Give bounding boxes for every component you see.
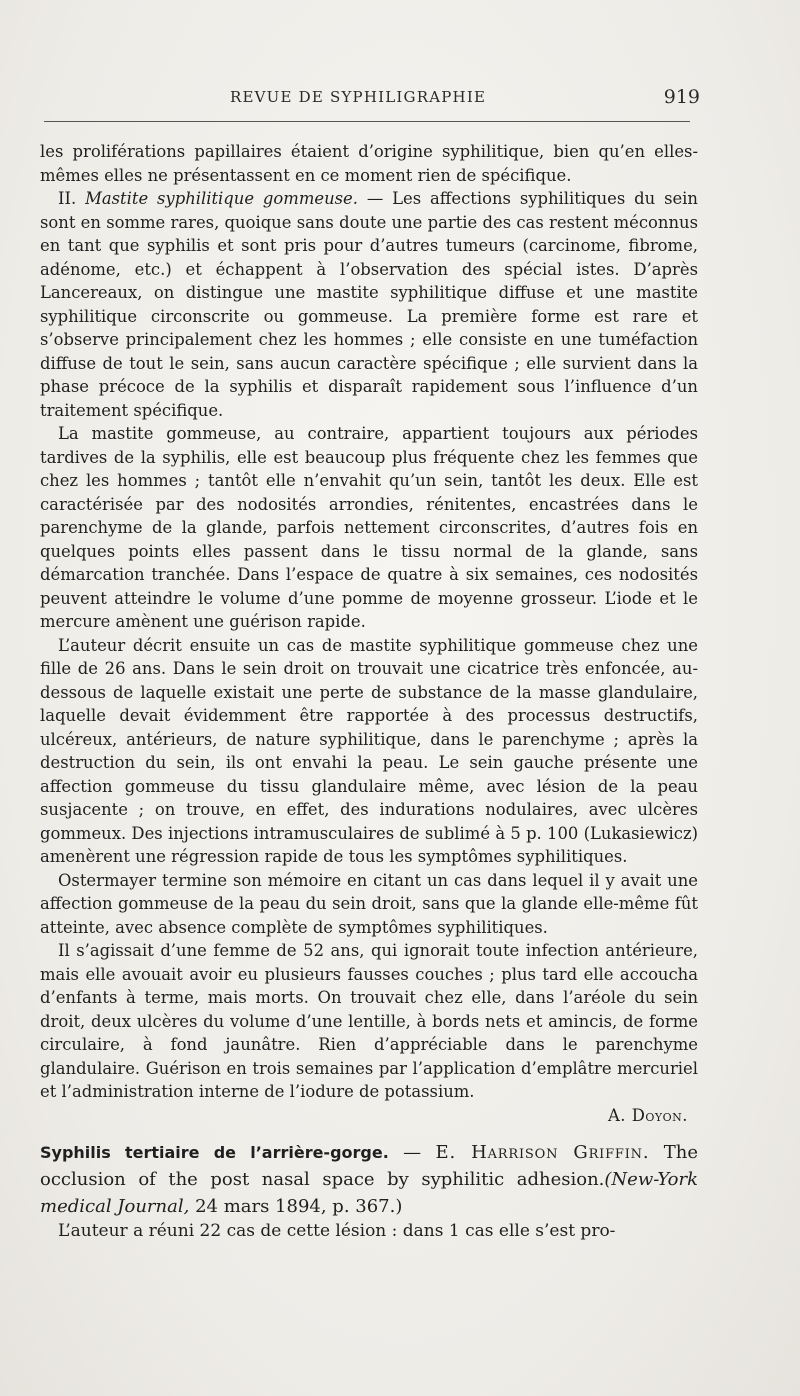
- paragraph-2: [40, 187, 698, 422]
- paragraph-1: les proliférations papillaires étaient d’origine syphilitique, bien qu’en elles-mêmes elles ne présentassent en ce moment rien de spécifique.: [40, 142, 698, 185]
- signature: A. Doyon.: [607, 1105, 688, 1125]
- page-header: [40, 86, 700, 110]
- body-text: [40, 140, 698, 1244]
- page-number: 919: [663, 86, 700, 108]
- header-rule: [44, 121, 690, 122]
- reference-text: The occlusion of the post nasal space by syphilitic adhesion.: [40, 1142, 698, 1190]
- reference-title: Syphilis tertiaire de l’arrière-gorge.: [40, 1143, 389, 1162]
- section-title: Mastite syphilitique gommeuse.: [85, 189, 358, 208]
- paragraph-5: Ostermayer termine son mémoire en citant un cas dans lequel il y avait une affection gommeuse de la peau du sein droit, sans que la glande elle-même fût atteinte, avec absence complète de symptômes syphilitiques.: [40, 870, 698, 937]
- paragraph-3: La mastite gommeuse, au contraire, appartient toujours aux périodes tardives de la syphilis, elle est beaucoup plus fréquente chez les femmes que chez les hommes ; tantôt elle n’envahit qu’un sein, tantôt les deux. Elle est caractérisée par des nodosités arrondies, rénitentes, encastrées dans le parenchyme de la glande, parfois nettement circonscrites, d’autres fois en quelques points elles passent dans le tissu normal de la glande, sans démarcation tranchée. Dans l’espace de quatre à six semaines, ces nodosités peuvent atteindre le volume d’une pomme de moyenne grosseur. L’iode et le mercure amènent une guérison rapide.: [40, 424, 698, 631]
- reference-dash: —: [388, 1142, 436, 1163]
- paragraph-2-text: — Les affections syphilitiques du sein sont en somme rares, quoique sans doute une partie des cas restent méconnus en tant que syphilis et sont pris pour d’autres tumeurs (carcinome, fibrome, adénome, etc.) et échappent à l’observation des spécial istes. D’après Lancereaux, on distingue une mastite syphilitique diffuse et une mastite syphilitique circonscrite ou gommeuse. La première forme est rare et s’observe principalement chez les hommes ; elle consiste en une tuméfaction diffuse de tout le sein, sans aucun caractère spécifique ; elle survient dans la phase précoce de la syphilis et disparaît rapidement sous l’influence d’un traitement spécifique.: [40, 189, 698, 420]
- running-title: REVUE DE SYPHILIGRAPHIE: [230, 88, 487, 106]
- paragraph-6: Il s’agissait d’une femme de 52 ans, qui ignorait toute infection antérieure, mais elle avouait avoir eu plusieurs fausses couches ; plus tard elle accoucha d’enfants à terme, mais morts. On trouvait chez elle, dans l’aréole du sein droit, deux ulcères du volume d’une lentille, à bords nets et amincis, de forme circulaire, à fond jaunâtre. Rien d’appréciable dans le parenchyme glandulaire. Guérison en trois semaines par l’application d’emplâtre mercuriel et l’administration interne de l’iodure de potassium.: [40, 941, 698, 1101]
- section-number: II.: [58, 189, 77, 208]
- reference-journal: (New-York medical Journal,: [40, 1169, 698, 1217]
- paragraph-4: L’auteur décrit ensuite un cas de mastite syphilitique gommeuse chez une fille de 26 ans. Dans le sein droit on trouvait une cicatrice très enfoncée, au-dessous de laquelle existait une perte de substance de la masse glandulaire, laquelle devait évidemment être rapportée à des processus destructifs, ulcéreux, antérieurs, de nature syphilitique, dans le parenchyme ; après la destruction du sein, ils ont envahi la peau. Le sein gauche présente une affection gommeuse du tissu glandulaire même, avec lésion de la peau susjacente ; on trouve, en effet, des indurations nodulaires, avec ulcères gommeux. Des injections intramusculaires de sublimé à 5 p. 100 (Lukasiewicz) amenèrent une régression rapide de tous les symptômes syphilitiques.: [40, 635, 698, 866]
- reference-details: 24 mars 1894, p. 367.): [189, 1196, 403, 1217]
- reference-block: [40, 1139, 698, 1220]
- last-line: L’auteur a réuni 22 cas de cette lésion : dans 1 cas elle s’est pro-: [58, 1221, 616, 1241]
- reference-author: E. Harrison Griffin.: [435, 1142, 650, 1163]
